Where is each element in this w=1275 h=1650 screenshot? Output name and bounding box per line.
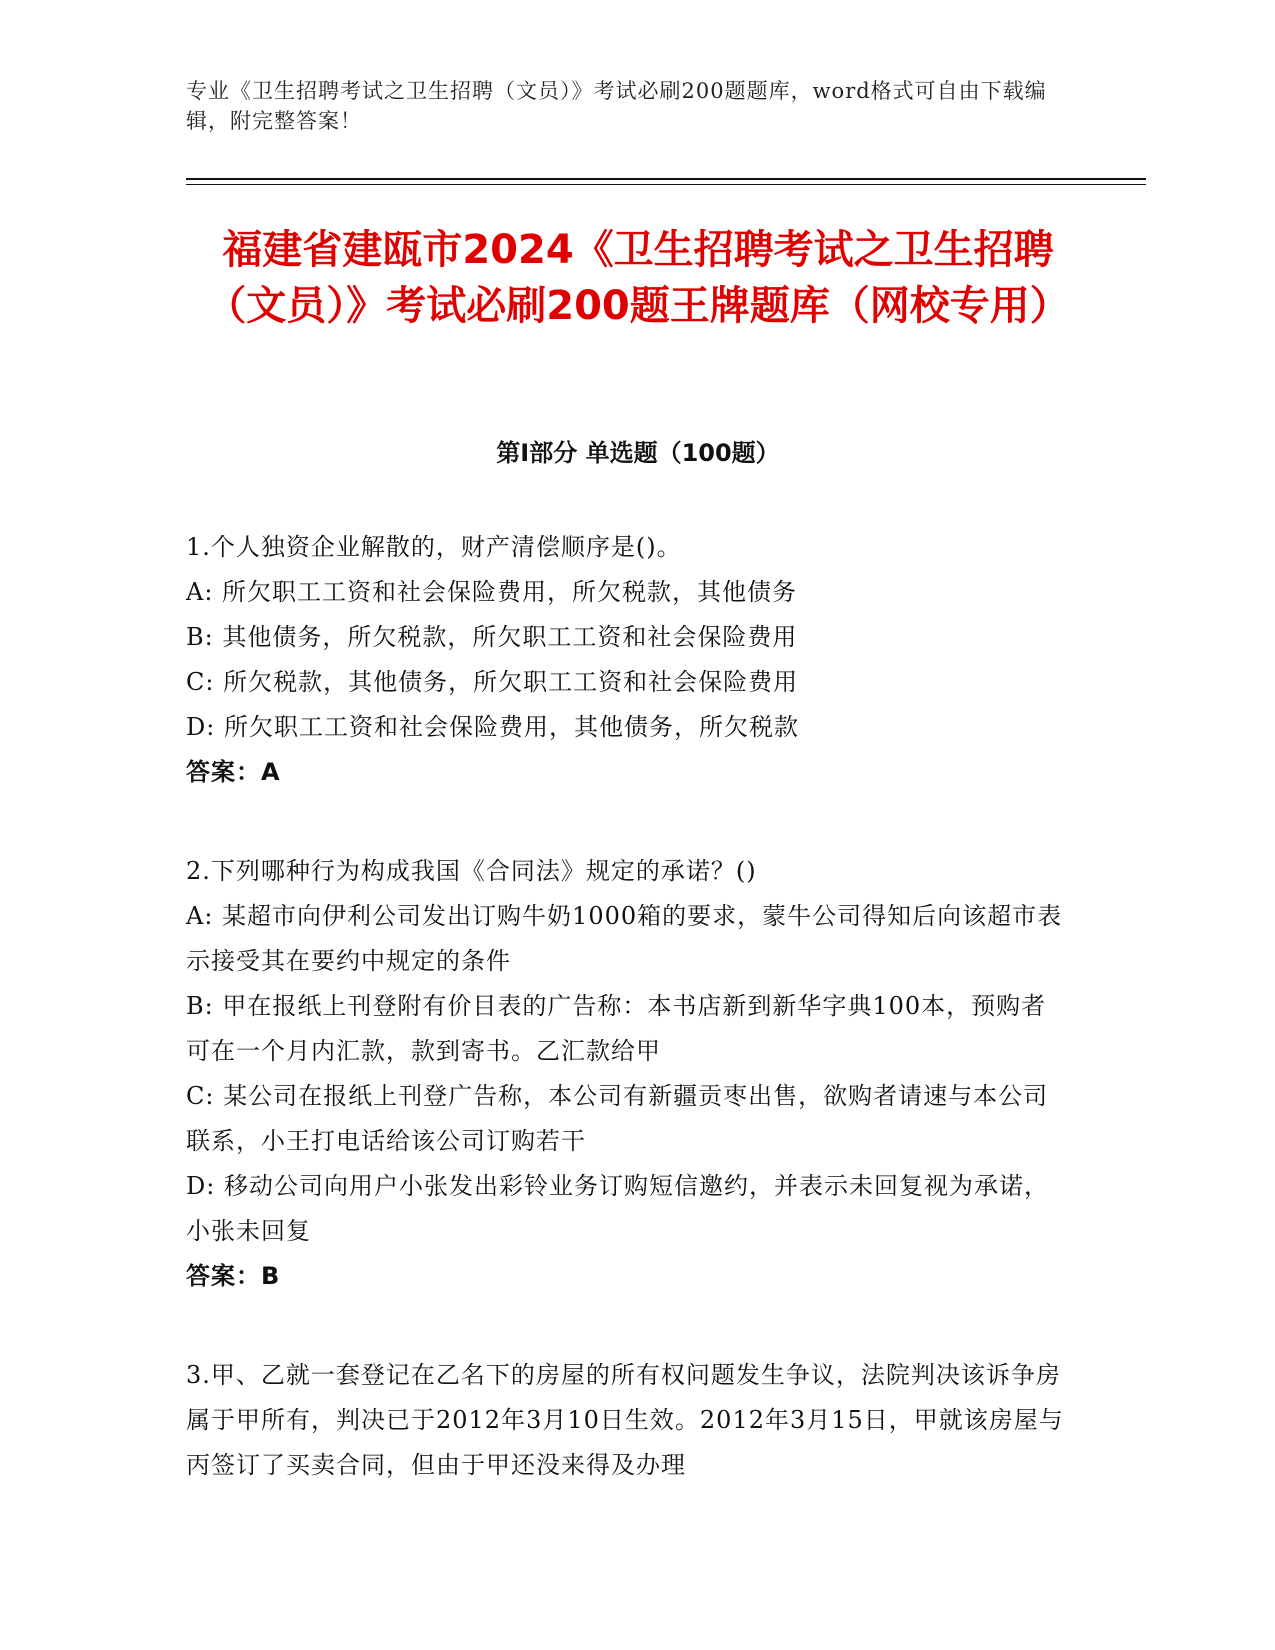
question-2	[186, 849, 1066, 1299]
section-heading: 第I部分 单选题（100题）	[496, 439, 780, 467]
question-stem: 3.甲、乙就一套登记在乙名下的房屋的所有权问题发生争议，法院判决该诉争房属于甲所有，判决已于2012年3月10日生效。2012年3月15日，甲就该房屋与丙签订了买卖合同，但由于甲还没来得及办理	[186, 1361, 1064, 1479]
question-list	[186, 525, 1066, 1542]
option-d: D: 移动公司向用户小张发出彩铃业务订购短信邀约，并表示未回复视为承诺，小张未回复	[186, 1172, 1049, 1245]
option-c: C: 所欠税款，其他债务，所欠职工工资和社会保险费用	[186, 668, 799, 696]
option-d: D: 所欠职工工资和社会保险费用，其他债务，所欠税款	[186, 713, 799, 741]
option-a: A: 所欠职工工资和社会保险费用，所欠税款，其他债务	[186, 578, 798, 606]
document-title: 福建省建瓯市2024《卫生招聘考试之卫生招聘（文员）》考试必刷200题王牌题库（网校专用）	[206, 227, 1070, 329]
option-b: B: 甲在报纸上刊登附有价目表的广告称：本书店新到新华字典100本，预购者可在一个月内汇款，款到寄书。乙汇款给甲	[186, 992, 1047, 1065]
answer: 答案：B	[186, 1262, 281, 1290]
header-divider-thin	[186, 184, 1146, 185]
question-1	[186, 525, 1066, 795]
question-3	[186, 1353, 1066, 1488]
header-note: 专业《卫生招聘考试之卫生招聘（文员）》考试必刷200题题库，word格式可自由下载编辑，附完整答案！	[186, 79, 1047, 133]
option-a: A: 某超市向伊利公司发出订购牛奶1000箱的要求，蒙牛公司得知后向该超市表示接受其在要约中规定的条件	[186, 902, 1063, 975]
option-b: B: 其他债务，所欠税款，所欠职工工资和社会保险费用	[186, 623, 798, 651]
header-divider-thick	[186, 178, 1146, 180]
answer: 答案：A	[186, 758, 281, 786]
question-stem: 2.下列哪种行为构成我国《合同法》规定的承诺？()	[186, 857, 757, 885]
option-c: C: 某公司在报纸上刊登广告称，本公司有新疆贡枣出售，欲购者请速与本公司联系，小王打电话给该公司订购若干	[186, 1082, 1049, 1155]
question-stem: 1.个人独资企业解散的，财产清偿顺序是()。	[186, 533, 682, 561]
